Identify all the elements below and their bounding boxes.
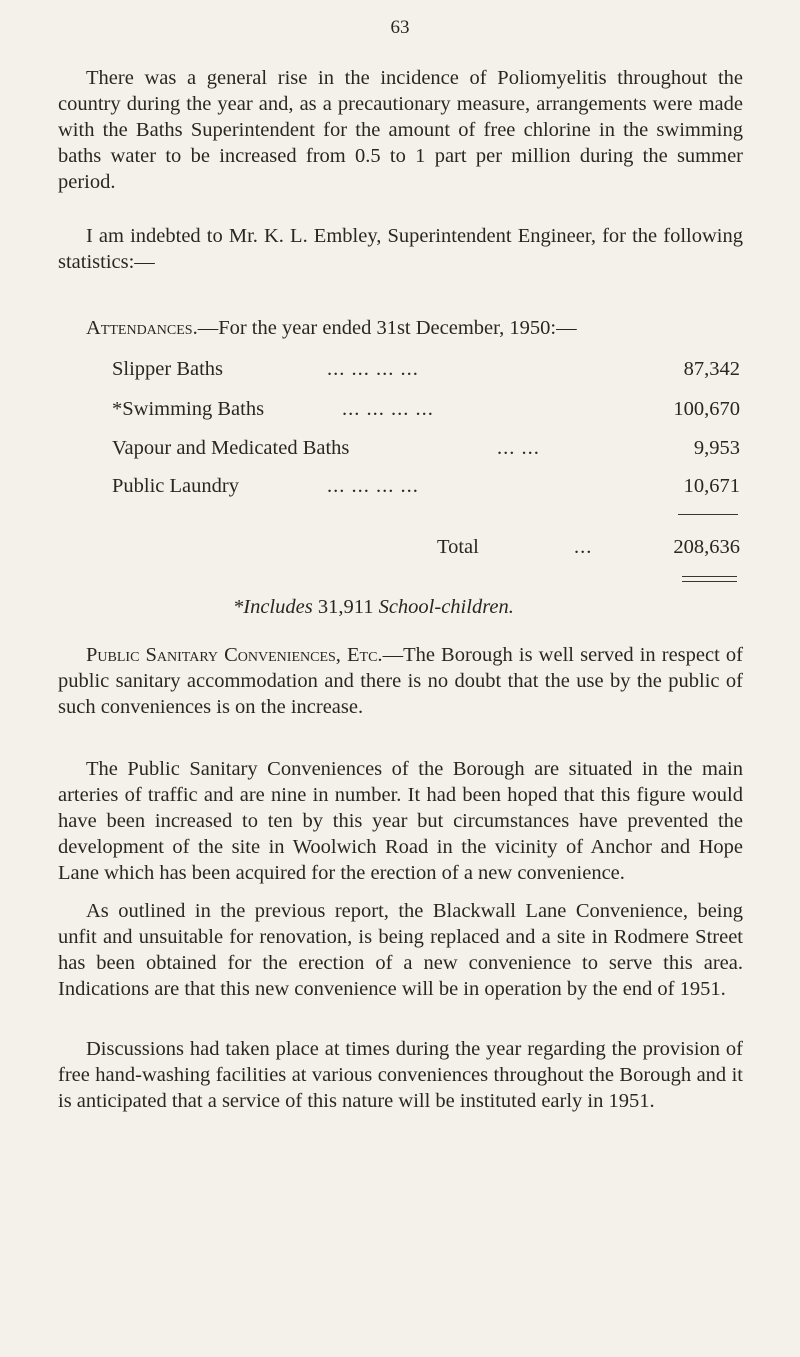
- row-value: 10,671: [683, 475, 740, 497]
- table-row: [112, 475, 740, 505]
- row-label: Slipper Baths: [112, 358, 224, 380]
- double-rule: [682, 576, 737, 582]
- row-label: Public Laundry: [112, 475, 239, 497]
- total-value: 208,636: [673, 536, 740, 558]
- table-row: [112, 358, 740, 388]
- paragraph-indebted: I am indebted to Mr. K. L. Embley, Superintendent Engineer, for the following statistics:—: [58, 225, 743, 273]
- row-value: 9,953: [693, 437, 740, 459]
- footnote-prefix: *Includes: [233, 596, 313, 618]
- row-label: Vapour and Medicated Baths: [112, 437, 350, 459]
- row-leader-dots: ... ... ... ...: [342, 398, 434, 420]
- row-label: *Swimming Baths: [112, 398, 265, 420]
- row-leader-dots: ... ... ... ...: [327, 358, 419, 380]
- total-label: Total: [437, 536, 479, 558]
- row-leader-dots: ... ... ... ...: [327, 475, 419, 497]
- paragraph-blackwall: As outlined in the previous report, the Blackwall Lane Convenience, being unfit and unsuitable for renovation, is being replaced and a site in Rodmere Street has been obtained for the erection of a new convenience to serve this area. Indications are that this new convenience will be in operation by the end of 1951.: [58, 900, 743, 1000]
- total-leader-dots: ...: [574, 536, 593, 558]
- row-value: 100,670: [673, 398, 740, 420]
- total-rule: [678, 514, 738, 515]
- footnote-number: 31,911: [317, 596, 374, 618]
- attendances-title: Attendances.: [86, 317, 198, 339]
- footnote: [233, 596, 514, 619]
- attendances-heading: [86, 317, 577, 340]
- total-row: [112, 536, 740, 566]
- paragraph-handwashing: Discussions had taken place at times during the year regarding the provision of free hand-washing facilities at various conveniences throughout the Borough and it is anticipated that a service of this nature will be instituted early in 1951.: [58, 1038, 743, 1112]
- table-row: [112, 437, 740, 467]
- paragraph-sanitary: Public Sanitary Conveniences, Etc.—The Borough is well served in respect of public sanitary accommodation and there is no doubt that the use by the public of such conveniences is on the increase.: [58, 644, 743, 718]
- row-value: 87,342: [683, 358, 740, 380]
- row-leader-dots: ... ...: [497, 437, 540, 459]
- sanitary-heading: Public Sanitary Conveniences, Etc.: [86, 644, 383, 666]
- paragraph-poliomyelitis: There was a general rise in the incidence of Poliomyelitis throughout the country during the year and, as a precautionary measure, arrangements were made with the Baths Superintendent for the amount of free chlorine in the swimming baths water to be increased from 0.5 to 1 part per million during the summer period.: [58, 67, 743, 193]
- page-number: 63: [390, 17, 410, 38]
- footnote-suffix: School-children.: [378, 596, 514, 618]
- sanitary-body: The Borough is well served in respect of public sanitary accommodation and there is no doubt that the use by the public of such conveniences is on the increase.: [58, 644, 743, 718]
- table-row: [112, 398, 740, 428]
- paragraph-conveniences: The Public Sanitary Conveniences of the Borough are situated in the main arteries of traffic and are nine in number. It had been hoped that this figure would have been increased to ten by this year but circumstances have prevented the development of the site in Woolwich Road in the vicinity of Anchor and Hope Lane which has been acquired for the erection of a new convenience.: [58, 758, 743, 884]
- attendances-intro: —For the year ended 31st December, 1950:—: [197, 317, 577, 339]
